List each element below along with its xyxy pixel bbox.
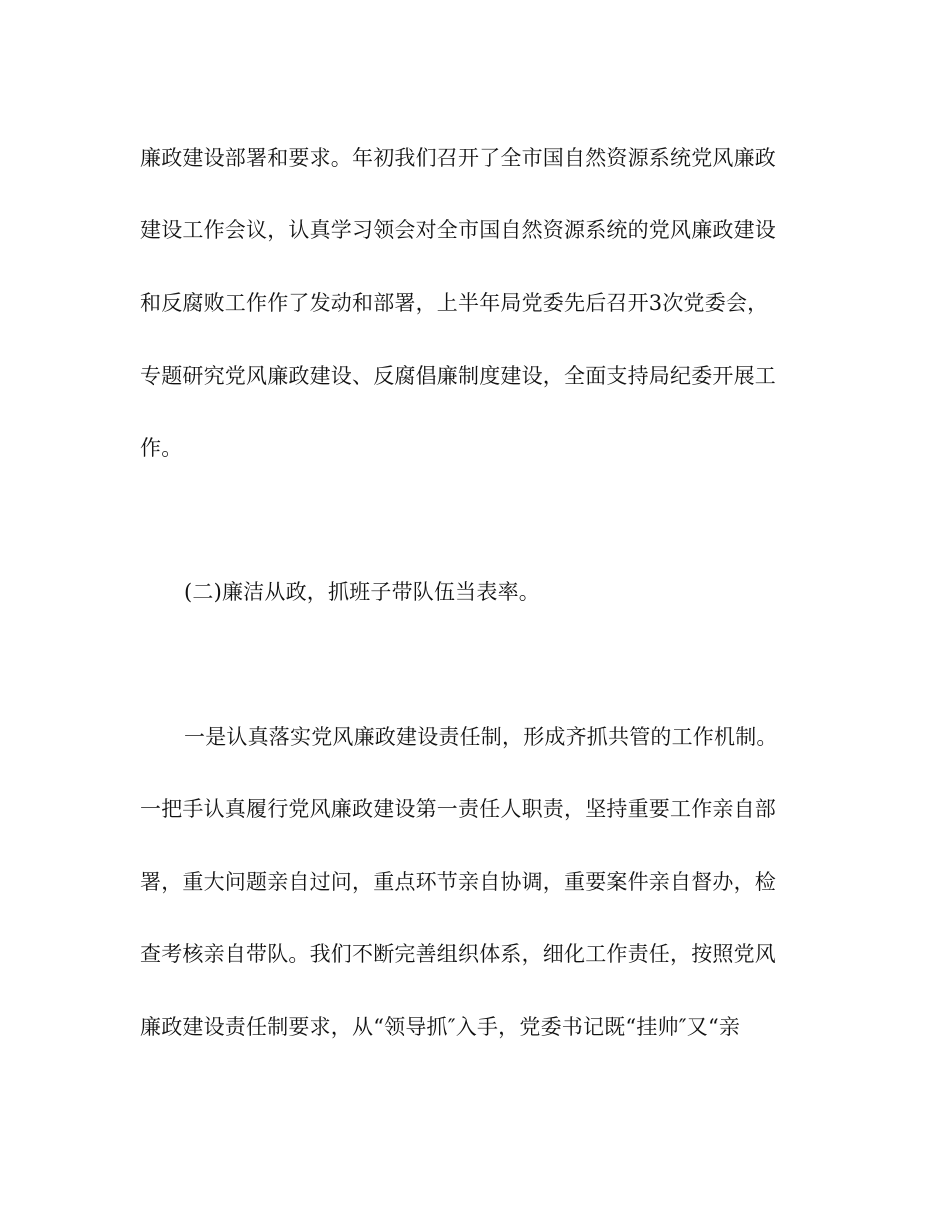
paragraph-2-line-2: 一把手认真履行党风廉政建设第一责任人职责，坚持重要工作亲自部 — [140, 797, 776, 821]
paragraph-1-line-1: 廉政建设部署和要求。年初我们召开了全市国自然资源系统党风廉政 — [140, 146, 776, 170]
paragraph-1-line-3: 和反腐败工作作了发动和部署，上半年局党委先后召开3次党委会， — [140, 291, 769, 315]
paragraph-1-line-5: 作。 — [140, 436, 183, 460]
section-heading: (二)廉洁从政，抓班子带队伍当表率。 — [184, 580, 540, 604]
paragraph-2-line-4: 查考核亲自带队。我们不断完善组织体系，细化工作责任，按照党风 — [140, 942, 776, 966]
paragraph-2-line-3: 署，重大问题亲自过问，重点环节亲自协调，重要案件亲自督办，检 — [140, 870, 776, 894]
paragraph-2-line-1: 一是认真落实党风廉政建设责任制，形成齐抓共管的工作机制。 — [184, 725, 778, 749]
paragraph-2-line-5: 廉政建设责任制要求，从“领导抓″入手，党委书记既“挂帅″又“亲 — [140, 1015, 741, 1039]
paragraph-1-line-4: 专题研究党风廉政建设、反腐倡廉制度建设，全面支持局纪委开展工 — [140, 364, 776, 388]
paragraph-1-line-2: 建设工作会议，认真学习领会对全市国自然资源系统的党风廉政建设 — [140, 218, 776, 242]
